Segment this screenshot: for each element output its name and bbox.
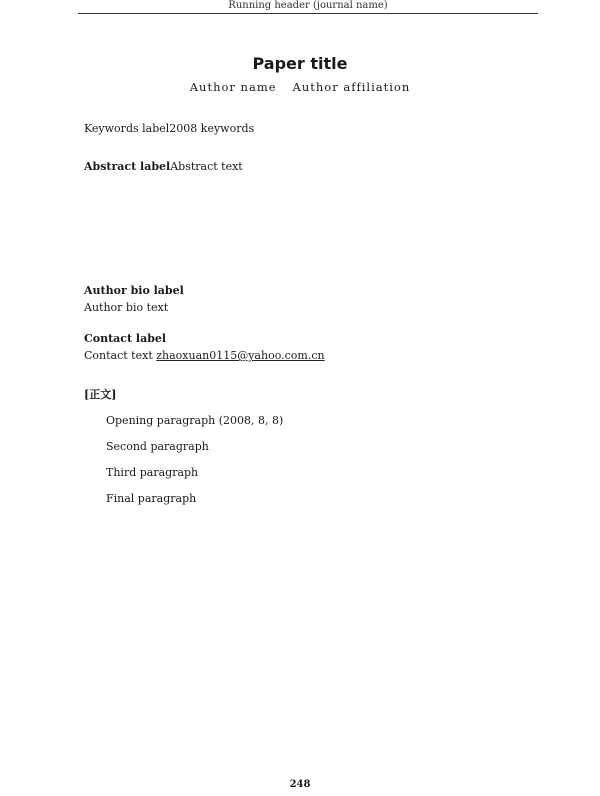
contact-text: Contact text	[84, 349, 153, 362]
author-affiliation: Author affiliation	[292, 80, 411, 94]
keywords-label: Keywords label	[84, 122, 170, 135]
contact-email-link[interactable]: zhaoxuan0115@yahoo.com.cn	[156, 349, 325, 362]
author-line	[0, 80, 600, 94]
body-paragraph: Second paragraph	[106, 440, 209, 453]
keywords	[84, 122, 538, 135]
keywords-text: 2008 keywords	[169, 122, 255, 135]
author-intro-label: Author bio label	[84, 284, 184, 297]
author-intro-section	[84, 282, 538, 316]
author-intro-text: Author bio text	[84, 301, 169, 314]
abstract-text: Abstract text	[170, 160, 243, 173]
running-header: Running header (journal name)	[78, 0, 538, 14]
page-number: 248	[289, 779, 311, 790]
body-paragraph: Third paragraph	[106, 466, 199, 479]
abstract-label: Abstract label	[84, 160, 171, 173]
body-heading: [正文]	[84, 388, 117, 401]
contact-line	[84, 347, 538, 364]
contact-label: Contact label	[84, 332, 167, 345]
author-name: Author name	[189, 80, 277, 94]
abstract	[84, 156, 538, 178]
body-paragraph: Final paragraph	[106, 492, 197, 505]
body-text	[84, 386, 538, 514]
paper-title: Paper title	[252, 54, 348, 73]
body-paragraph: Opening paragraph (2008, 8, 8)	[106, 414, 284, 427]
contact-section	[84, 330, 538, 364]
